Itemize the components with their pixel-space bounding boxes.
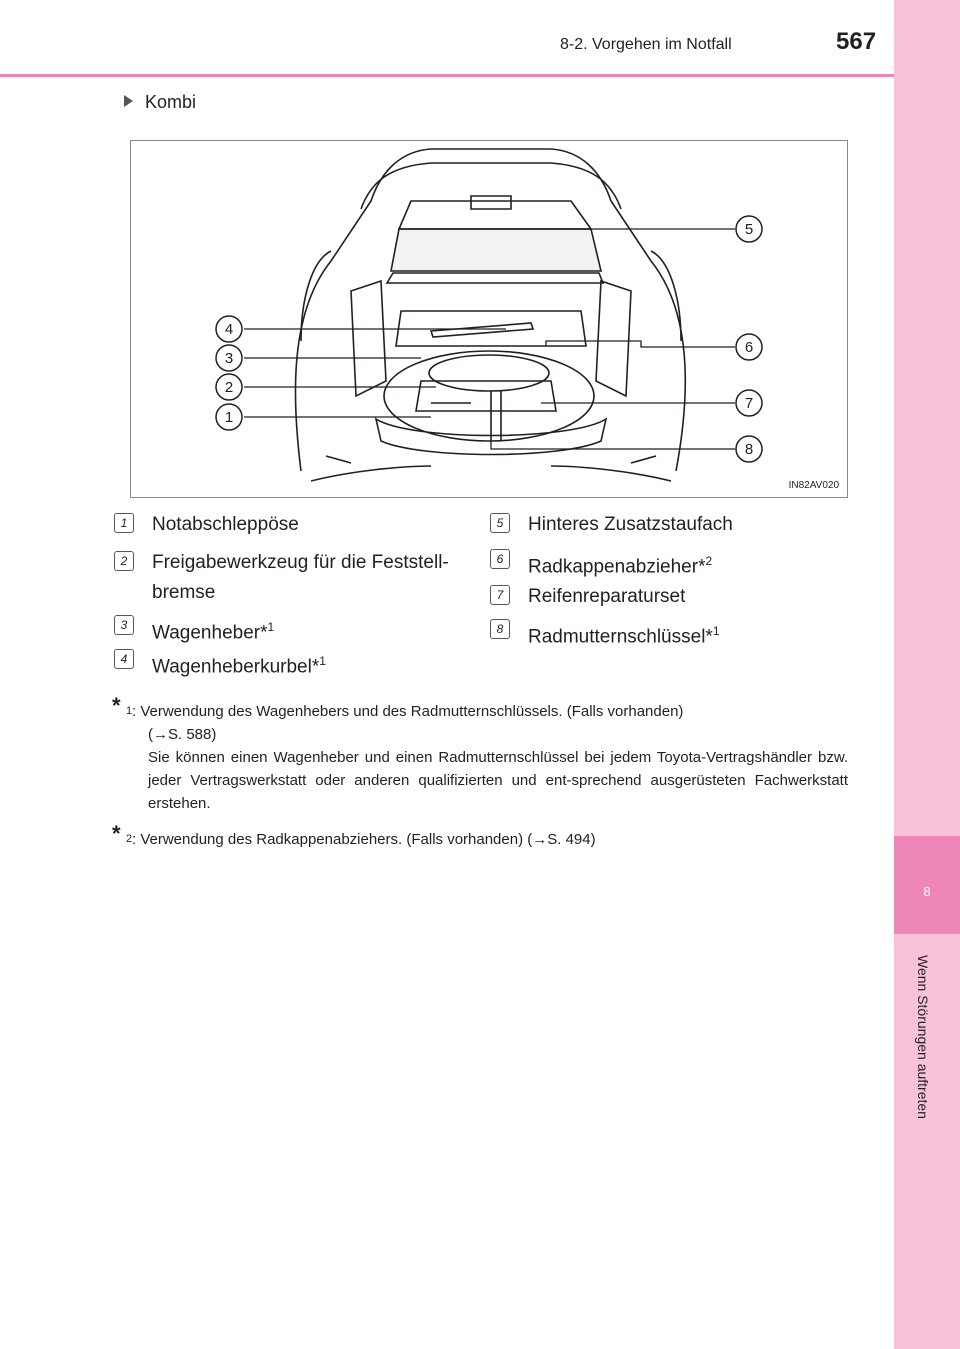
legend-number: 6	[490, 549, 510, 569]
legend-item-1	[114, 510, 299, 540]
legend-number: 7	[490, 585, 510, 605]
chapter-side-tab	[894, 0, 960, 1349]
legend-text: Reifenreparaturset	[528, 586, 686, 607]
callout-label-8: 8	[744, 441, 754, 458]
callout-label-3: 3	[224, 350, 234, 367]
header-rule	[0, 74, 894, 77]
luggage-compartment-illustration	[131, 141, 847, 497]
footnote-star: *	[311, 656, 320, 678]
footnote-number: 2	[126, 833, 133, 845]
footnote-line: (→S. 588)	[148, 726, 217, 743]
footnote-ref: 1	[712, 624, 720, 638]
legend-item-4	[114, 646, 326, 682]
legend-item-3	[114, 612, 274, 648]
callout-label-7: 7	[744, 395, 754, 412]
legend-text: Wagenheberkurbel	[152, 656, 312, 678]
variant-label: Kombi	[145, 92, 197, 112]
legend-number: 5	[490, 513, 510, 533]
legend-item-5	[490, 510, 733, 540]
luggage-compartment-figure	[130, 140, 848, 498]
footnote-number: 1	[126, 705, 133, 717]
footnote-mark: *	[112, 693, 121, 718]
callout-label-6: 6	[744, 339, 754, 356]
callout-label-2: 2	[224, 379, 234, 396]
footnote-line: : Verwendung des Wagenhebers und des Radmutternschlüssels. (Falls vorhanden)	[132, 703, 684, 720]
callout-label-5: 5	[744, 221, 754, 238]
legend-item-7	[490, 582, 685, 612]
legend-number: 2	[114, 551, 134, 571]
triangle-bullet-icon	[124, 95, 133, 107]
legend-text: Radmutternschlüssel	[528, 626, 706, 648]
footnote-ref: 1	[319, 654, 326, 668]
legend-number: 3	[114, 615, 134, 635]
legend-item-8	[490, 616, 720, 652]
callout-label-1: 1	[224, 409, 234, 426]
footnote-ref: 1	[267, 620, 275, 634]
variant-heading	[124, 92, 196, 113]
legend-text: Hinteres Zusatzstaufach	[528, 514, 733, 535]
legend-text-line1: Freigabewerkzeug für die Feststell-	[152, 552, 449, 573]
callout-label-4: 4	[224, 321, 234, 338]
legend-text-line2: bremse	[152, 582, 216, 603]
chapter-title: Wenn Störungen auftreten	[915, 955, 931, 1119]
chapter-number: 8	[923, 884, 931, 899]
legend-number: 1	[114, 513, 134, 533]
legend-number: 4	[114, 649, 134, 669]
footnote-line: Sie können einen Wagenheber und einen Radmutternschlüssel bei jedem Toyota-Vertragshändler bzw. jeder Vertragswerkstatt oder anderen qualifizierten und ent-sprechend ausgerüsteten Fachwerkstatt erstehen.	[148, 749, 848, 812]
footnote-2	[112, 821, 848, 851]
footnote-mark: *	[112, 821, 121, 846]
footnote-star: *	[260, 622, 268, 644]
footnote-ref: 2	[705, 554, 713, 568]
legend-item-2	[114, 548, 449, 608]
footnote-line: : Verwendung des Radkappenabziehers. (Falls vorhanden) (→S. 494)	[132, 831, 596, 848]
legend-item-6	[490, 546, 712, 582]
legend-text: Wagenheber	[152, 622, 261, 644]
section-title: 8-2. Vorgehen im Notfall	[560, 36, 732, 53]
footnote-1	[112, 693, 848, 815]
footnote-star: *	[705, 626, 713, 648]
footnote-star: *	[698, 556, 706, 578]
page-number: 567	[836, 28, 877, 55]
legend-number: 8	[490, 619, 510, 639]
legend-text: Radkappenabzieher	[528, 556, 699, 578]
figure-code: IN82AV020	[788, 480, 839, 491]
legend-text: Notabschleppöse	[152, 514, 299, 535]
